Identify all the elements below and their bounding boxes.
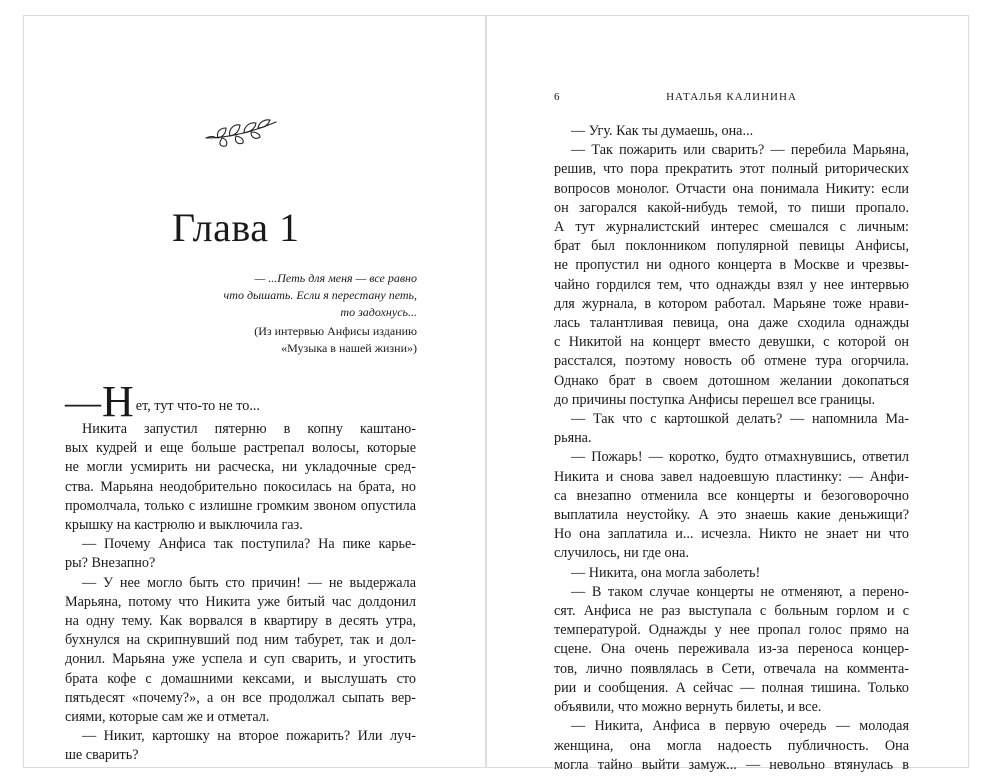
text-line: вых кудрей и еще больше растрепал волосы, которые bbox=[65, 440, 416, 457]
text-line: — Угу. Как ты думаешь, она... bbox=[571, 123, 754, 139]
text-line: рьяна. bbox=[554, 430, 592, 447]
text-line: Никита и снова завел надоевшую пластинку: — Анфи- bbox=[554, 468, 909, 485]
text-line: А тут журналистский интерес смешался с личным: bbox=[554, 219, 909, 236]
text-line: брат был поклонником популярной певицы Анфисы, bbox=[554, 238, 909, 255]
text-line: с Никитой на концерт вместо девушки, с которой он bbox=[554, 334, 909, 351]
opening-rest: ет, тут что-то не то... bbox=[135, 398, 260, 414]
text-line: ства. Марьяна неодобрительно покосилась на брата, но bbox=[65, 478, 416, 495]
text-line: лась талантливая певица, она даже сходила однажды bbox=[554, 315, 909, 332]
text-line: температурой. Однажды у нее пропал голос прямо на bbox=[554, 622, 909, 639]
left-lines bbox=[65, 420, 416, 766]
opening-dash: — bbox=[65, 382, 101, 422]
text-line: тов, лично появлялась в Сети, отвечала на коммента- bbox=[554, 660, 909, 677]
text-line: — Так пожарить или сварить? — перебила Марьяна, bbox=[571, 142, 909, 159]
text-line: решив, что пора прекратить этот полный риторических bbox=[554, 161, 909, 178]
text-line: случилось, ни где она. bbox=[554, 545, 690, 562]
chapter-title: Глава 1 bbox=[172, 205, 300, 250]
opening-line bbox=[65, 377, 416, 426]
text-line: Никита запустил пятерню в копну каштано- bbox=[82, 421, 416, 437]
left-body-text bbox=[65, 377, 416, 766]
text-line: для журнала, в котором работал. Марьяне тоже нрави- bbox=[554, 295, 909, 312]
page-number: 6 bbox=[554, 91, 561, 103]
dropcap: Н bbox=[102, 377, 134, 426]
running-head-author: НАТАЛЬЯ КАЛИНИНА bbox=[666, 91, 797, 103]
text-line: бухнулся на скрипнувший под ним табурет, так и дол- bbox=[65, 632, 416, 649]
text-line: расстался, поэтому новость об отмене тура огорчила. bbox=[554, 353, 909, 370]
left-page bbox=[23, 15, 486, 768]
text-line: — Так что с картошкой делать? — напомнила Ма- bbox=[571, 411, 909, 428]
text-line: — Никита, она могла заболеть! bbox=[571, 564, 761, 581]
text-line: — Пожарь! — коротко, будто отмахнувшись, ответил bbox=[571, 449, 909, 466]
text-line: — Никита, Анфиса в первую очередь — молодая bbox=[571, 718, 909, 735]
text-line: Марьяна, потому что Никита уже битый час долдонил bbox=[65, 593, 416, 610]
epigraph bbox=[157, 270, 417, 357]
right-body-text bbox=[554, 122, 909, 775]
text-line: — В таком случае концерты не отменяют, а перено- bbox=[571, 583, 909, 600]
text-line: не могли усмирить ни расческа, ни укладочные сред- bbox=[65, 459, 416, 476]
text-line: са внезапно отменила все концерты и безоговорочно bbox=[554, 487, 909, 504]
text-line: Но она заплатила и... исчезла. Никто не знает ни что bbox=[554, 526, 909, 543]
epigraph-quote-line: то задохнусь... bbox=[340, 305, 417, 319]
text-line: промолчала, только с излишне громким звоном опустила bbox=[65, 497, 416, 514]
leaf-branch-ornament-icon bbox=[204, 114, 284, 150]
text-line: — Никит, картошку на второе пожарить? Или луч- bbox=[82, 728, 416, 745]
text-line: сцене. Она очень переживала из-за переноса концер- bbox=[554, 641, 909, 658]
text-line: до причины поступка Анфисы перешел все границы. bbox=[554, 391, 876, 408]
text-line: ше сварить? bbox=[65, 747, 139, 764]
epigraph-quote-line: что дышать. Если я перестану петь, bbox=[223, 288, 417, 302]
text-line: — Почему Анфиса так поступила? На пике карье- bbox=[82, 536, 416, 553]
text-line: не пропустил ни одного концерта в Москве и чрезвы- bbox=[554, 257, 909, 274]
text-line: он загорался какой-нибудь темой, то пиши пропало. bbox=[554, 199, 909, 216]
text-line: пятьдесят «почему?», а он все продолжал сыпать вер- bbox=[65, 689, 416, 706]
text-line: чайно гордился тем, что однажды взял у нее интервью bbox=[554, 276, 909, 293]
text-line: ры? Внезапно? bbox=[65, 555, 156, 572]
text-line: — У нее могло быть сто причин! — не выдержала bbox=[82, 574, 416, 591]
text-line: сят. Анфиса не раз выступала с больным горлом и с bbox=[554, 603, 909, 620]
text-line: брата кофе с домашними кексами, и выслушать сто bbox=[65, 670, 416, 687]
text-line: на одну тему. Как ворвался в квартиру в десять утра, bbox=[65, 613, 416, 630]
epigraph-source-line: «Музыка в нашей жизни») bbox=[281, 341, 417, 355]
text-line: вопросов монолог. Отчасти она понимала Никиту: если bbox=[554, 180, 909, 197]
epigraph-source-line: (Из интервью Анфисы изданию bbox=[254, 324, 417, 338]
text-line: рии и сообщения. А сейчас — полная тишина. Только bbox=[554, 679, 909, 696]
text-line: донил. Марьяна уже успела и суп сварить, и угостить bbox=[65, 651, 416, 668]
text-line: выплатила неустойку. А это знаешь какие деньжищи? bbox=[554, 507, 909, 524]
right-page bbox=[486, 15, 969, 773]
text-line: Однако брат в своем дотошном желании докопаться bbox=[554, 372, 909, 389]
epigraph-quote-line: — ...Петь для меня — все равно bbox=[254, 271, 417, 285]
text-line: сиями, которые сам же и отметал. bbox=[65, 709, 270, 726]
text-line: могла тайно выйти замуж... — невольно втянулась в bbox=[554, 756, 909, 773]
text-line: женщина, она могла надоесть публичность. Она bbox=[554, 737, 909, 754]
text-line: крышку на кастрюлю и выключила газ. bbox=[65, 517, 303, 534]
text-line: объявили, что можно вернуть билеты, и все. bbox=[554, 699, 822, 716]
right-lines bbox=[554, 122, 909, 775]
